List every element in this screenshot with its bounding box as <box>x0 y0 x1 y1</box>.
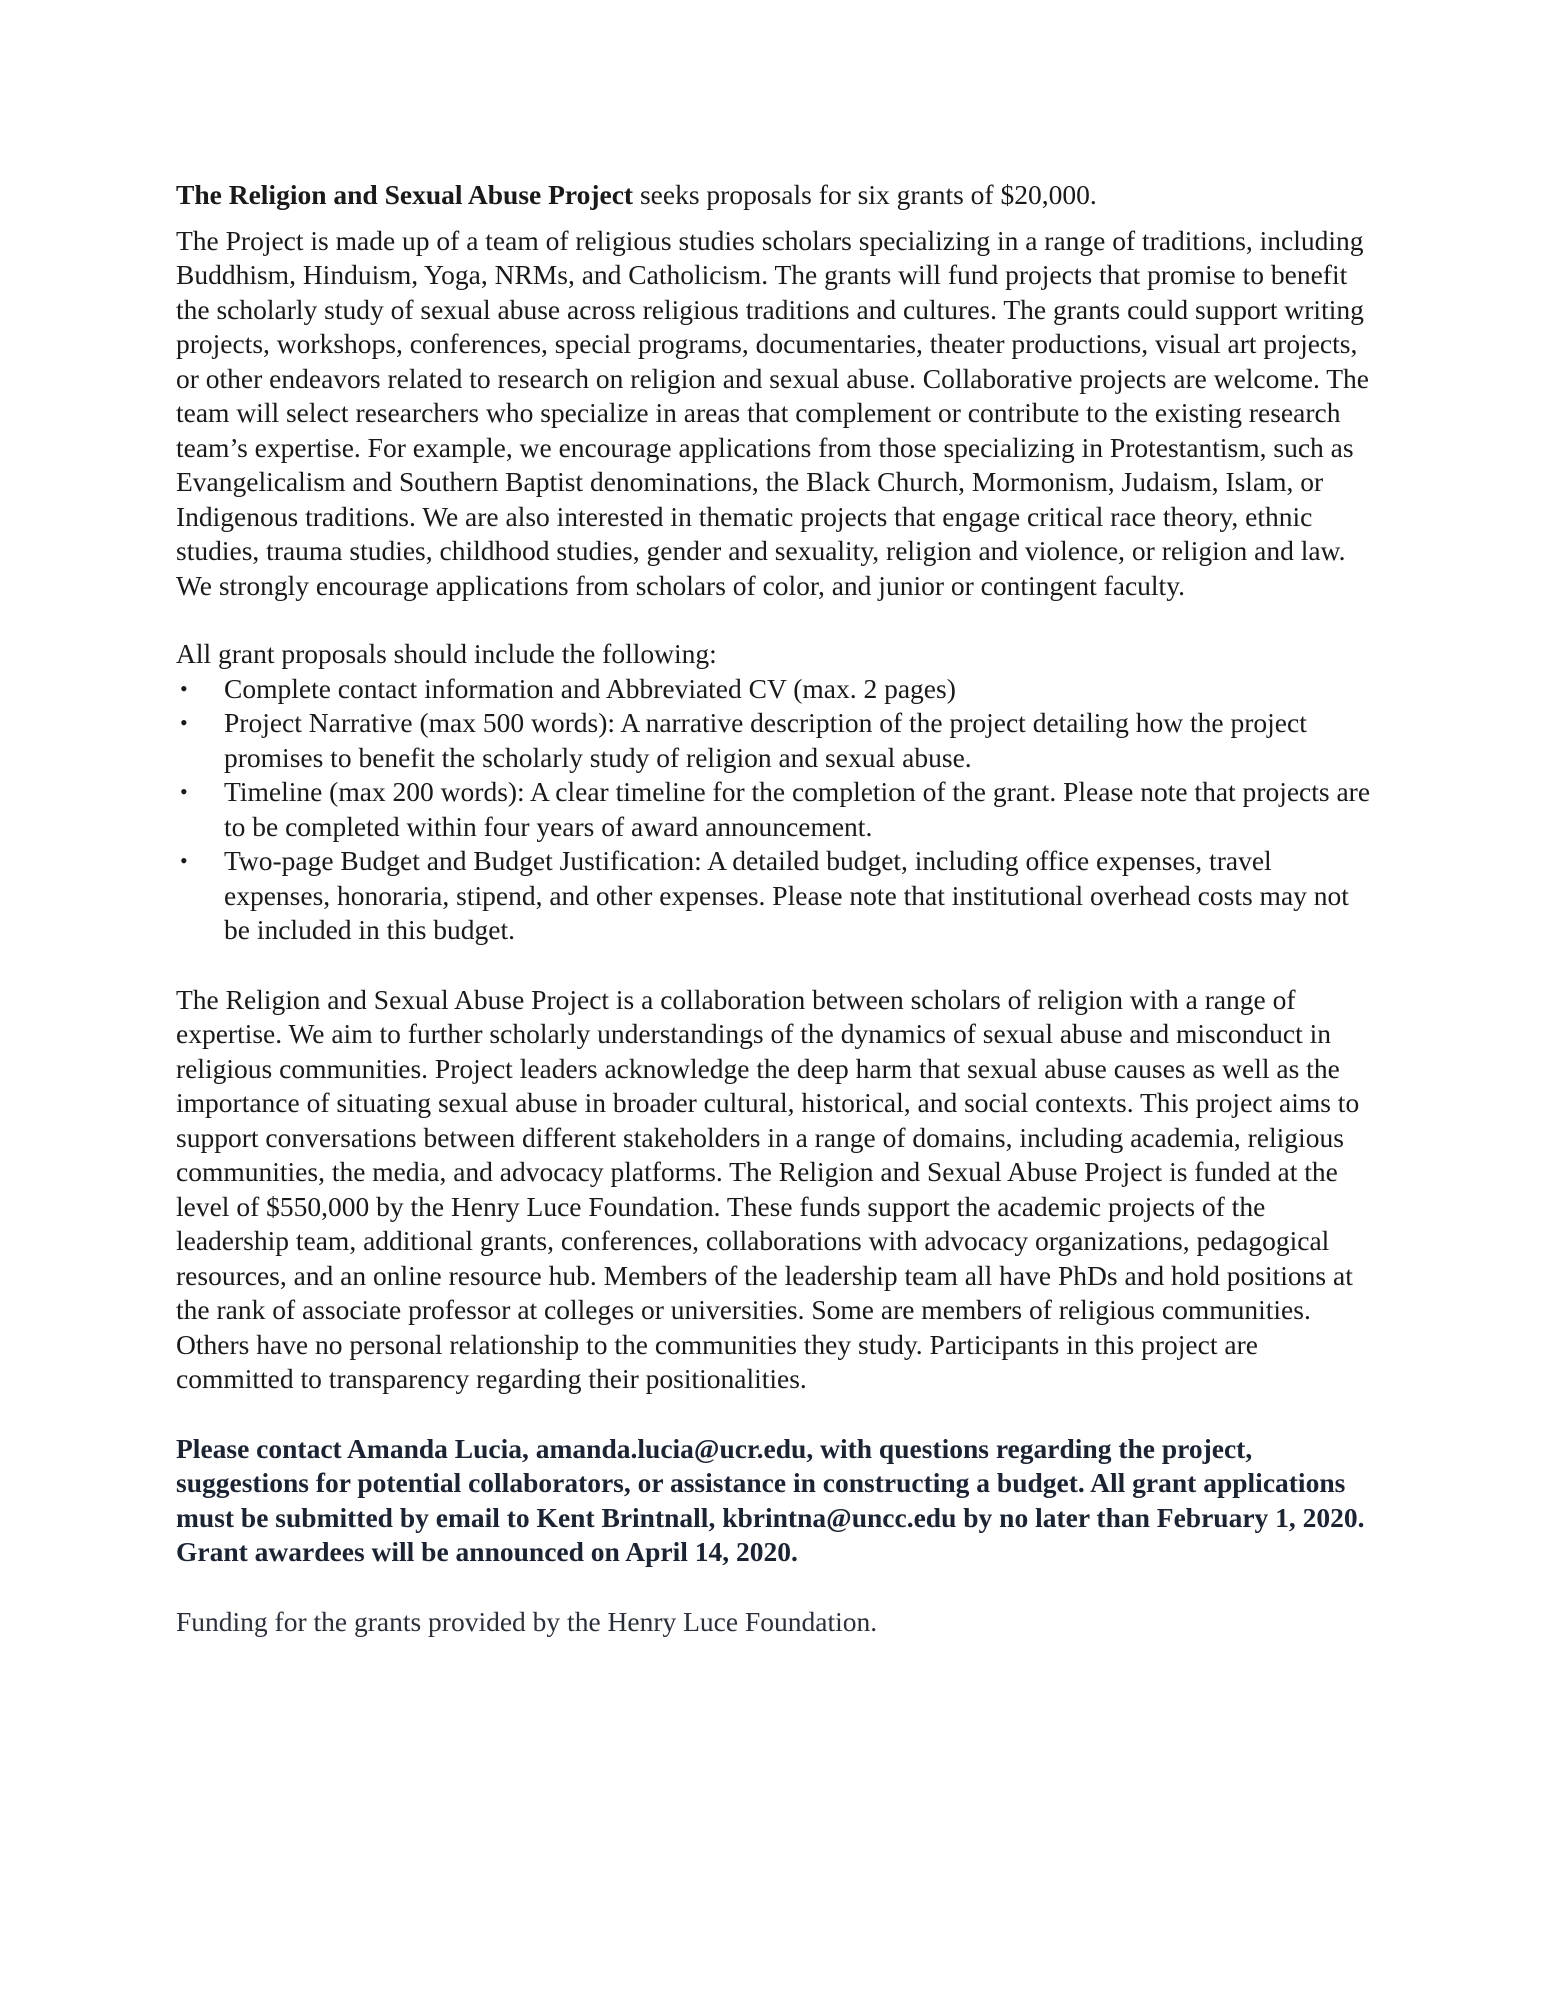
list-item <box>176 775 1376 844</box>
list-item <box>176 844 1376 948</box>
project-name: The Religion and Sexual Abuse Project <box>176 179 634 210</box>
list-item <box>176 672 1376 707</box>
bullet-icon: • <box>180 675 188 701</box>
requirements-list <box>176 672 1376 948</box>
list-item-text: Two-page Budget and Budget Justification: A detailed budget, including office expenses, travel expenses, honoraria, stipend, and other expenses. Please note that institutional overhead costs may not be included in this budget. <box>224 845 1349 945</box>
list-item-text: Timeline (max 200 words): A clear timeline for the completion of the grant. Please note that projects are to be completed within four years of award announcement. <box>224 776 1371 842</box>
funding-note: Funding for the grants provided by the Henry Luce Foundation. <box>176 1605 878 1637</box>
requirements-lead: All grant proposals should include the following: <box>176 638 717 669</box>
bullet-icon: • <box>180 779 188 804</box>
bullet-icon: • <box>180 848 188 873</box>
document-page <box>176 178 1376 1639</box>
list-item <box>176 706 1376 775</box>
about-paragraph: The Religion and Sexual Abuse Project is a collaboration between scholars of religion with a range of expertise. We aim to further scholarly understandings of the dynamics of sexual abuse and misconduct in religious communities. Project leaders acknowledge the deep harm that sexual abuse causes as well as the importance of situating sexual abuse in broader cultural, historical, and social contexts. This project aims to support conversations between different stakeholders in a range of domains, including academia, religious communities, the media, and advocacy platforms. The Religion and Sexual Abuse Project is funded at the level of $550,000 by the Henry Luce Foundation. These funds support the academic projects of the leadership team, additional grants, conferences, collaborations with advocacy organizations, pedagogical resources, and an online resource hub. Members of the leadership team all have PhDs and hold positions at the rank of associate professor at colleges or universities. Some are members of religious communities. Others have no personal relationship to the communities they study. Participants in this project are committed to transparency regarding their positionalities. <box>176 983 1360 1394</box>
description-paragraph: The Project is made up of a team of religious studies scholars specializing in a range of traditions, including Buddhism, Hinduism, Yoga, NRMs, and Catholicism. The grants will fund projects that promise to benefit the scholarly study of sexual abuse across religious traditions and cultures. The grants could support writing projects, workshops, conferences, special programs, documentaries, theater productions, visual art projects, or other endeavors related to research on religion and sexual abuse. Collaborative projects are welcome. The team will select researchers who specialize in areas that complement or contribute to the existing research team’s expertise. For example, we encourage applications from those specializing in Protestantism, such as Evangelicalism and Southern Baptist denominations, the Black Church, Mormonism, Judaism, Islam, or Indigenous traditions. We are also interested in thematic projects that engage critical race theory, ethnic studies, trauma studies, childhood studies, gender and sexuality, religion and violence, or religion and law. We strongly encourage applications from scholars of color, and junior or contingent faculty. <box>176 224 1369 601</box>
bullet-icon: • <box>180 710 188 735</box>
contact-paragraph: Please contact Amanda Lucia, amanda.lucia@ucr.edu, with questions regarding the project, suggestions for potential collaborators, or assistance in constructing a budget. All grant applications must be submitted by email to Kent Brintnall, kbrintna@uncc.edu by no later than February 1, 2020. Grant awardees will be announced on April 14, 2020. <box>176 1432 1365 1567</box>
intro-text: seeks proposals for six grants of $20,000. <box>633 179 1097 210</box>
intro-paragraph <box>176 178 1376 213</box>
list-item-text: Project Narrative (max 500 words): A narrative description of the project detailing how the project promises to benefit the scholarly study of religion and sexual abuse. <box>224 707 1307 773</box>
list-item-text: Complete contact information and Abbreviated CV (max. 2 pages) <box>224 672 956 704</box>
